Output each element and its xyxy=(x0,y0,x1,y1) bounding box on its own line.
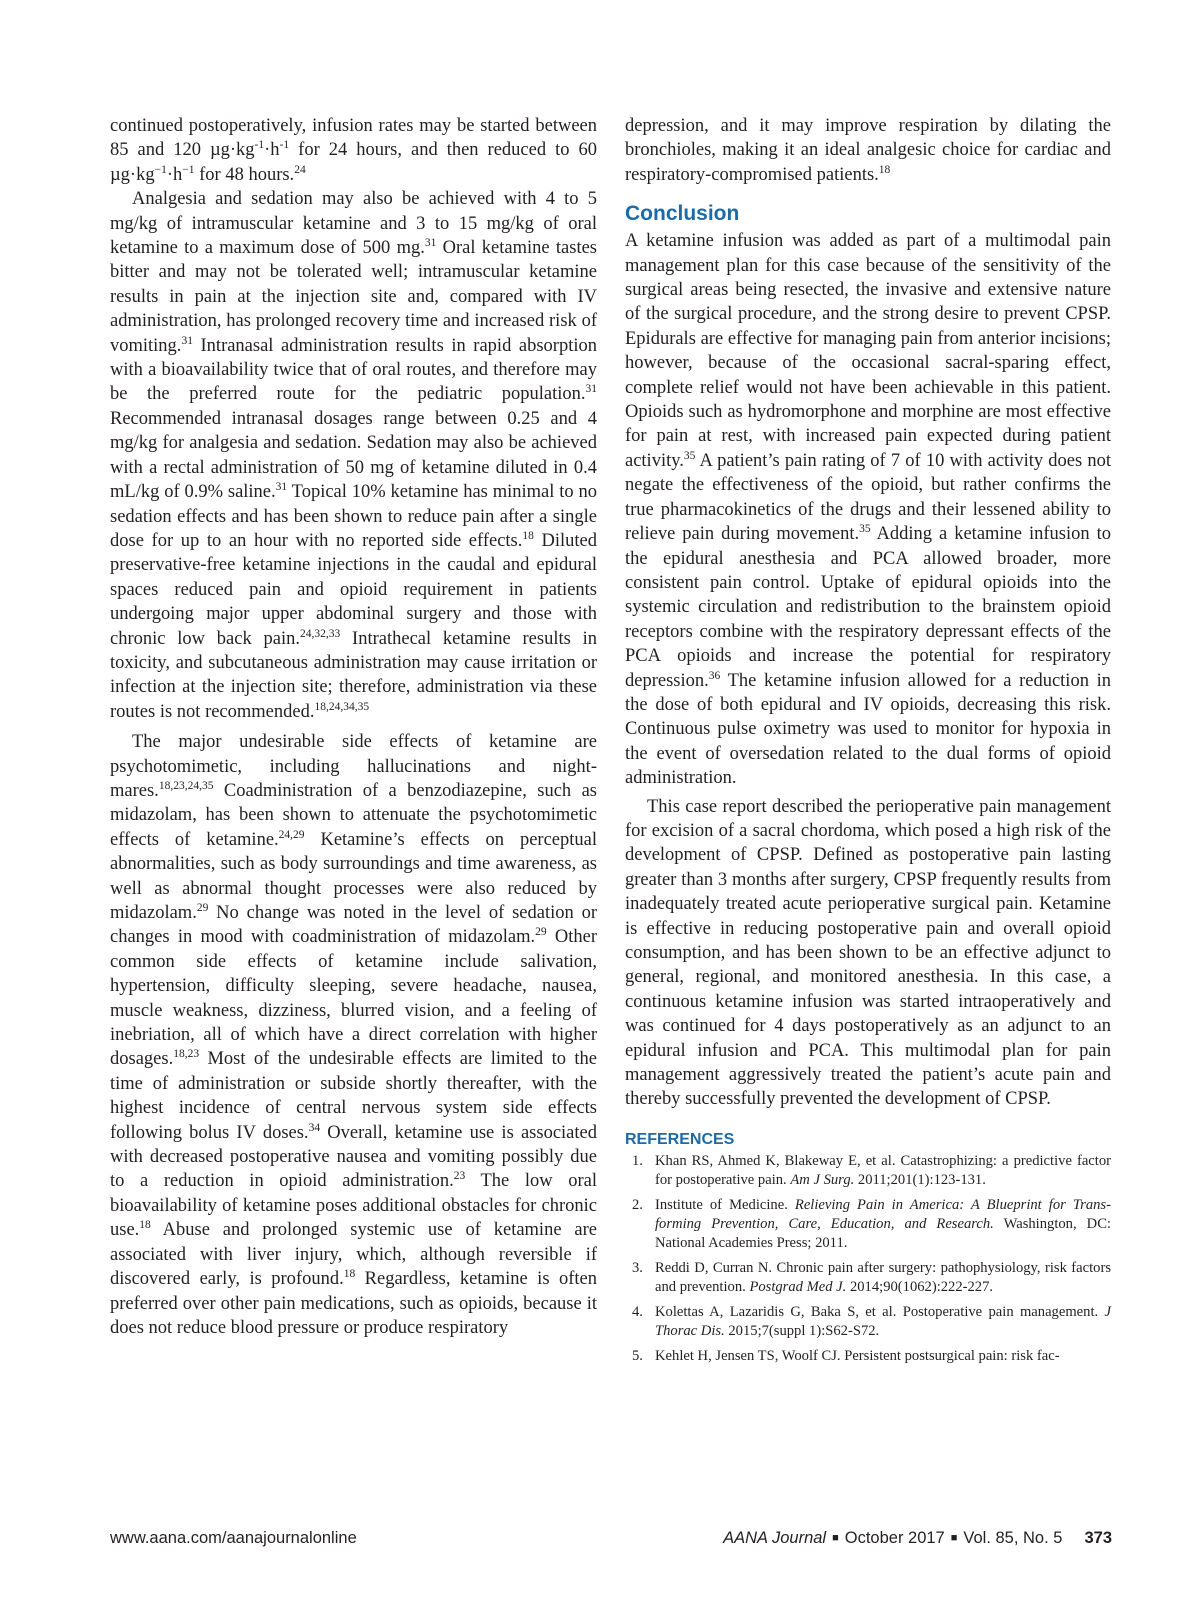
right-column xyxy=(625,114,1111,1371)
paragraph-conclusion-2: This case report described the perioperative pain management for excision of a sacral chordoma, which posed a high risk of the development of CPSP. Defined as postoperative pain lasting greater than 3 months after surgery, CPSP frequently results from inadequately treated acute perioperative surgical pain. Ketamine is effective in reducing postoperative pain and overall opioid consumption, and has been shown to be an effective adjunct to general, regional, and monitored anesthesia. In this case, a continuous ketamine infusion was started intraoperatively and was continued for 4 days postoperatively as an adjunct to an epidural infusion and PCA. This multimodal plan for pain management aggressively treated the patient’s acute pain and thereby successfully prevented the development of CPSP. xyxy=(625,796,1111,1110)
references-heading: REFERENCES xyxy=(625,1130,735,1148)
citation: 29 xyxy=(196,902,209,914)
citation: 18,24,34,35 xyxy=(314,700,370,713)
journal-name: AANA Journal xyxy=(723,1529,827,1547)
citation: 18 xyxy=(878,163,891,176)
citation: 35 xyxy=(859,523,871,536)
citation: 35 xyxy=(683,449,696,462)
citation: 18 xyxy=(522,529,534,542)
paragraph-respiration: depression, and it may improve respiration by dilating the bronchioles, making it an ideal analgesic choice for cardiac and respiratory-compromised patients.$^{18}$ xyxy=(625,116,1111,185)
citation: 18 xyxy=(139,1219,151,1232)
paragraph-conclusion-1: A ketamine infusion was added as part of a multimodal pain management plan for this case because of the sensitivity of the surgical areas being resected, the invasive and extensive nature of the surgical procedure, and the strong desire to prevent CPSP. Epidurals are effective for managing pain from anterior incisions; however, because of the occasional sacral-sparing effect, complete relief would not have been achievable in this patient. Opioids such as hydromorphone and morphine are most effective for pain at rest, with increased pain expected during patient activity.$^{35}$ A patient’s pain rating of 7 of 10 with activity does not negate the effectiveness of the opioid, but rather confirms the true pharmacokinetics of the drugs and their lessened ability to relieve pain during movement.$^{35}$ Adding a ketamine infusion to the epidural anesthesia and PCA allowed broader, more consistent pain control. Uptake of epidural opioids into the systemic circulation and redistribution to the brainstem opioid receptors combine with the respiratory depressant effects of the PCA opioids and increase the potential for respiratory depression.$^{36}$ The ketamine infusion allowed for a reduction in the dose of both epidural and IV opioids, decreasing this risk. Continuous pulse oximetry was used to monitor for hypoxia in the event of oversedation related to the dual forms of opioid administration. xyxy=(625,231,1111,789)
citation: 36 xyxy=(708,669,721,682)
footer-citation xyxy=(723,1528,1112,1548)
separator-icon: ■ xyxy=(950,1532,958,1544)
citation: 18,23 xyxy=(173,1048,200,1061)
citation: 24,29 xyxy=(278,828,305,841)
citation: 23 xyxy=(453,1170,466,1183)
page-number: 373 xyxy=(1084,1529,1112,1547)
separator-icon: ■ xyxy=(832,1532,839,1544)
reference-item: 1. Khan RS, Ahmed K, Blakeway E, et al. Catastrophizing: a predictive factor for postoperative pain. Am J Surg. 2011;201(1):123-131. xyxy=(632,1152,1111,1189)
citation: 31 xyxy=(585,383,597,396)
paragraph-infusion-rates: continued postoperatively, infusion rates may be started between 85 and 120 $\mu g\cdot kg^{-1}\cdot h^{-1}$ for 24 hours, and then reduced to 60 $\mu g\cdot kg^{-1}\cdot h^{-1}$ for 48 hours.$^{24}$ xyxy=(110,116,597,185)
citation: 24,32,33 xyxy=(300,627,341,640)
citation: 24 xyxy=(294,163,306,176)
reference-item: 3. Reddi D, Curran N. Chronic pain after surgery: pathophysiology, risk factors and prevention. Postgrad Med J. 2014;90(1062):222-227. xyxy=(632,1259,1111,1296)
section-heading-conclusion: Conclusion xyxy=(625,202,740,226)
left-column xyxy=(110,114,597,1340)
citation: 31 xyxy=(424,237,437,250)
issue-date: October 2017 xyxy=(844,1529,945,1547)
citation: 18 xyxy=(343,1268,356,1281)
citation: 18,23,24,35 xyxy=(158,779,214,792)
paragraph-side-effects: The major undesirable side effects of ketamine are psychotomimetic, including hallucinations and nightmares.$^{18,23,24,35}$ Coadministration of a benzodiazepine, such as midazolam, has been shown to attenuate the psychotomimetic effects of ketamine.$^{24,29}$ Ketamine’s effects on perceptual abnormalities, such as body surroundings and time awareness, as well as abnormal thought processes were also reduced by midazolam.$^{29}$ No change was noted in the level of sedation or changes in mood with coadministration of midazolam.$^{29}$ Other common side effects of ketamine include salivation, hypertension, difficulty sleeping, severe headache, nausea, muscle weakness, dizziness, blurred vision, and a feeling of inebriation, all of which have a direct correlation with higher dosages.$^{18,23}$ Most of the undesirable effects are limited to the time of administration or subside shortly thereafter, with the highest incidence of central nervous system side effects following bolus IV doses.$^{34}$ Overall, ketamine use is associated with decreased postoperative nausea and vomiting possibly due to a reduction in opioid administration.$^{23}$ The low oral bioavailability of ketamine poses additional obstacles for chronic use.$^{18}$ Abuse and prolonged systemic use of ketamine are associated with liver injury, which, although reversible if discovered early, is profound.$^{18}$ Regardless, ketamine is often preferred over other pain medications, such as opioids, because it does not reduce blood pressure or produce respiratory xyxy=(110,732,597,1338)
citation: 31 xyxy=(181,334,193,347)
reference-item: 4. Kolettas A, Lazaridis G, Baka S, et al. Postoperative pain management. J Thorac Dis. 2015;7(suppl 1):S62-S72. xyxy=(632,1303,1111,1340)
reference-item: 5. Kehlet H, Jensen TS, Woolf CJ. Persistent postsurgical pain: risk fac- xyxy=(632,1347,1060,1364)
references-list xyxy=(625,1152,1111,1366)
footer-url[interactable]: www.aana.com/aanajournalonline xyxy=(110,1529,357,1547)
volume-issue: Vol. 85, No. 5 xyxy=(963,1529,1063,1547)
citation: 34 xyxy=(308,1121,321,1134)
reference-item: 2. Institute of Medicine. Relieving Pain in America: A Blueprint for Transforming Prevention, Care, Education, and Research. Washington, DC: National Academies Press; 2011. xyxy=(632,1196,1111,1252)
citation: 31 xyxy=(275,481,288,494)
citation: 29 xyxy=(535,926,547,939)
paragraph-routes-of-administration: Analgesia and sedation may also be achieved with 4 to 5 mg/kg of intramuscular ketamine and 3 to 15 mg/kg of oral ketamine to a maximum dose of 500 mg.$^{31}$ Oral ketamine tastes bitter and may not be tolerated well; intramuscular ketamine results in pain at the injection site and, compared with IV administration, has prolonged recovery time and increased risk of vomiting.$^{31}$ Intranasal administration results in rapid absorption with a bioavailability twice that of oral routes, and therefore may be the preferred route for the pediatric population.$^{31}$ Recommended intranasal dosages range between 0.25 and 4 mg/kg for analgesia and sedation. Sedation may also be achieved with a rectal administration of 50 mg of ketamine diluted in 0.4 mL/kg of 0.9% saline.$^{31}$ Topical 10% ketamine has minimal to no sedation effects and has been shown to reduce pain after a single dose for up to an hour with no reported side effects.$^{18}$ Diluted preservative-free ketamine injections in the caudal and epidural spaces reduced pain and opioid requirement in patients undergoing major upper abdominal surgery and those with chronic low back pain.$^{24,32,33}$ Intrathecal ketamine results in toxicity, and subcutaneous administration may cause irritation or infection at the injection site; therefore, administration via these routes is not recommended.$^{18,24,34,35}$ xyxy=(110,189,598,722)
